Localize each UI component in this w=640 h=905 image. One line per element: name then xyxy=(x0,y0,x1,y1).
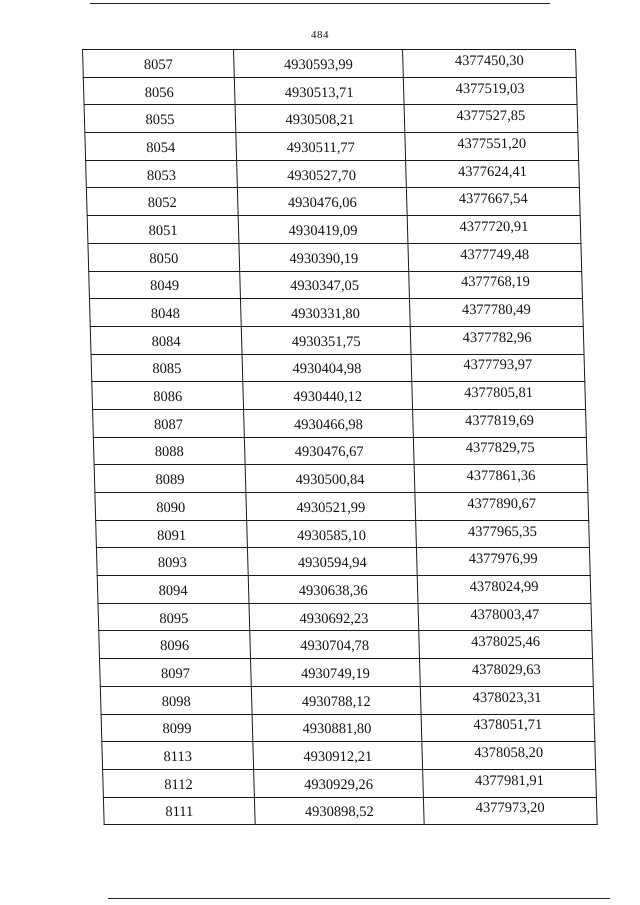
point-id-cell xyxy=(95,493,247,521)
cell-value: 4930912,21 xyxy=(303,749,373,766)
cell-value: 4377782,96 xyxy=(462,329,532,346)
table-row xyxy=(83,77,577,105)
cell-value: 8111 xyxy=(165,804,194,821)
cell-value: 8048 xyxy=(150,306,181,323)
cell-value: 8085 xyxy=(152,361,182,378)
bottom-rule xyxy=(108,898,610,899)
cell-value: 4377450,30 xyxy=(454,52,524,69)
table-row xyxy=(90,326,584,354)
cell-value: 4378024,99 xyxy=(469,578,539,595)
point-id-cell xyxy=(90,326,242,354)
table-row xyxy=(86,188,580,216)
table-row xyxy=(86,160,580,188)
cell-value: 4377965,35 xyxy=(467,523,538,540)
y-coordinate-cell xyxy=(403,77,577,105)
cell-value: 8099 xyxy=(162,721,192,738)
y-coordinate-cell xyxy=(412,382,586,410)
x-coordinate-cell xyxy=(234,50,404,78)
cell-value: 4930929,26 xyxy=(303,776,374,793)
point-id-cell xyxy=(89,299,241,327)
cell-value: 4930749,19 xyxy=(300,665,371,682)
point-id-cell xyxy=(86,160,238,188)
cell-value: 8051 xyxy=(148,222,178,239)
coordinates-table xyxy=(82,49,598,825)
cell-value: 4930585,10 xyxy=(296,527,367,544)
cell-value: 4378025,46 xyxy=(470,634,541,651)
point-id-cell xyxy=(100,659,252,687)
cell-value: 8091 xyxy=(156,527,187,544)
cell-value: 4930476,06 xyxy=(287,195,357,212)
point-id-cell xyxy=(93,437,245,465)
cell-value: 8086 xyxy=(152,389,183,406)
point-id-cell xyxy=(99,631,251,659)
table-row xyxy=(100,686,594,714)
cell-value: 8054 xyxy=(146,139,176,156)
y-coordinate-cell xyxy=(411,354,585,382)
x-coordinate-cell xyxy=(244,437,414,465)
cell-value: 4377749,48 xyxy=(460,246,530,263)
cell-value: 4377551,20 xyxy=(456,135,527,152)
point-id-cell xyxy=(96,548,248,576)
cell-value: 4377780,49 xyxy=(461,302,531,319)
table-row xyxy=(102,742,596,770)
cell-value: 4377981,91 xyxy=(474,772,545,789)
table-row xyxy=(98,603,592,631)
y-coordinate-cell xyxy=(413,437,587,465)
coordinates-table-wrapper xyxy=(82,49,594,825)
table-row xyxy=(100,659,594,687)
table-row xyxy=(83,50,577,78)
cell-value: 8112 xyxy=(164,776,194,793)
point-id-cell xyxy=(92,382,244,410)
x-coordinate-cell xyxy=(253,742,423,770)
table-row xyxy=(96,520,590,548)
y-coordinate-cell xyxy=(420,686,594,714)
y-coordinate-cell xyxy=(405,133,579,161)
cell-value: 4377976,99 xyxy=(468,551,538,568)
x-coordinate-cell xyxy=(235,105,405,133)
x-coordinate-cell xyxy=(240,271,410,299)
x-coordinate-cell xyxy=(246,493,416,521)
cell-value: 4930881,80 xyxy=(302,721,372,738)
y-coordinate-cell xyxy=(417,576,591,604)
y-coordinate-cell xyxy=(423,797,597,825)
cell-value: 4930898,52 xyxy=(304,804,374,821)
cell-value: 4378051,71 xyxy=(473,717,543,734)
y-coordinate-cell xyxy=(404,105,578,133)
point-id-cell xyxy=(87,216,239,244)
table-row xyxy=(89,271,583,299)
table-row xyxy=(91,354,585,382)
table-row xyxy=(103,769,597,797)
x-coordinate-cell xyxy=(249,603,419,631)
point-id-cell xyxy=(103,797,255,825)
x-coordinate-cell xyxy=(251,686,421,714)
cell-value: 8093 xyxy=(157,555,188,572)
cell-value: 4377829,75 xyxy=(465,440,535,457)
y-coordinate-cell xyxy=(407,216,581,244)
x-coordinate-cell xyxy=(245,465,415,493)
cell-value: 4378003,47 xyxy=(470,606,540,623)
x-coordinate-cell xyxy=(244,409,414,437)
y-coordinate-cell xyxy=(419,631,593,659)
point-id-cell xyxy=(89,271,241,299)
table-row xyxy=(92,382,586,410)
point-id-cell xyxy=(100,686,252,714)
cell-value: 8113 xyxy=(163,749,193,766)
point-id-cell xyxy=(96,520,248,548)
table-row xyxy=(85,133,579,161)
cell-value: 4377720,91 xyxy=(459,218,529,235)
cell-value: 8084 xyxy=(151,333,181,350)
y-coordinate-cell xyxy=(409,299,583,327)
cell-value: 8090 xyxy=(156,499,186,516)
point-id-cell xyxy=(83,50,235,78)
y-coordinate-cell xyxy=(415,493,589,521)
table-row xyxy=(93,437,587,465)
table-row xyxy=(87,216,581,244)
cell-value: 4930527,70 xyxy=(286,167,357,184)
x-coordinate-cell xyxy=(237,160,407,188)
cell-value: 8052 xyxy=(147,195,178,212)
cell-value: 8053 xyxy=(146,167,177,184)
y-coordinate-cell xyxy=(422,742,596,770)
point-id-cell xyxy=(84,105,236,133)
point-id-cell xyxy=(85,133,237,161)
y-coordinate-cell xyxy=(421,714,595,742)
cell-value: 8096 xyxy=(159,638,190,655)
x-coordinate-cell xyxy=(240,299,410,327)
x-coordinate-cell xyxy=(247,520,417,548)
cell-value: 8094 xyxy=(158,582,188,599)
cell-value: 4930351,75 xyxy=(291,333,361,350)
table-row xyxy=(96,548,590,576)
point-id-cell xyxy=(86,188,238,216)
point-id-cell xyxy=(93,409,245,437)
point-id-cell xyxy=(98,603,250,631)
table-row xyxy=(101,714,595,742)
x-coordinate-cell xyxy=(248,576,418,604)
cell-value: 4377973,20 xyxy=(475,800,545,817)
cell-value: 4377819,69 xyxy=(464,412,535,429)
table-row xyxy=(84,105,578,133)
x-coordinate-cell xyxy=(243,382,413,410)
cell-value: 4930513,71 xyxy=(284,84,354,101)
point-id-cell xyxy=(101,714,253,742)
x-coordinate-cell xyxy=(250,631,420,659)
cell-value: 4930331,80 xyxy=(290,306,361,323)
cell-value: 4930347,05 xyxy=(289,278,360,295)
x-coordinate-cell xyxy=(237,188,407,216)
cell-value: 4930390,19 xyxy=(289,250,359,267)
cell-value: 4930788,12 xyxy=(301,693,371,710)
cell-value: 8097 xyxy=(160,665,191,682)
point-id-cell xyxy=(83,77,235,105)
cell-value: 4377624,41 xyxy=(457,163,528,180)
table-row xyxy=(94,465,588,493)
x-coordinate-cell xyxy=(252,714,422,742)
cell-value: 4930419,09 xyxy=(288,222,358,239)
y-coordinate-cell xyxy=(410,326,584,354)
cell-value: 4377519,03 xyxy=(455,80,525,97)
cell-value: 4930593,99 xyxy=(283,56,354,73)
y-coordinate-cell xyxy=(414,465,588,493)
cell-value: 4930704,78 xyxy=(300,638,370,655)
cell-value: 4378058,20 xyxy=(474,745,544,762)
cell-value: 4377793,97 xyxy=(463,357,533,374)
x-coordinate-cell xyxy=(234,77,404,105)
y-coordinate-cell xyxy=(406,188,580,216)
y-coordinate-cell xyxy=(409,271,583,299)
cell-value: 4378029,63 xyxy=(471,661,542,678)
point-id-cell xyxy=(102,742,254,770)
cell-value: 8050 xyxy=(149,250,179,267)
cell-value: 8088 xyxy=(154,444,184,461)
cell-value: 4930692,23 xyxy=(299,610,369,627)
cell-value: 4930476,67 xyxy=(294,444,364,461)
cell-value: 4930500,84 xyxy=(295,472,365,489)
cell-value: 4377768,19 xyxy=(460,274,531,291)
cell-value: 8095 xyxy=(159,610,189,627)
table-row xyxy=(103,797,597,825)
point-id-cell xyxy=(103,769,255,797)
cell-value: 8055 xyxy=(145,112,175,129)
y-coordinate-cell xyxy=(416,520,590,548)
cell-value: 8049 xyxy=(149,278,180,295)
point-id-cell xyxy=(91,354,243,382)
table-row xyxy=(88,243,582,271)
x-coordinate-cell xyxy=(254,797,424,825)
top-rule xyxy=(90,3,550,4)
y-coordinate-cell xyxy=(416,548,590,576)
x-coordinate-cell xyxy=(242,354,412,382)
cell-value: 4930440,12 xyxy=(293,389,363,406)
x-coordinate-cell xyxy=(254,769,424,797)
cell-value: 4930404,98 xyxy=(292,361,362,378)
cell-value: 4930511,77 xyxy=(286,139,356,156)
cell-value: 8087 xyxy=(153,416,184,433)
cell-value: 8089 xyxy=(155,472,185,489)
point-id-cell xyxy=(97,576,249,604)
cell-value: 8056 xyxy=(144,84,174,101)
x-coordinate-cell xyxy=(236,133,406,161)
y-coordinate-cell xyxy=(403,50,577,78)
cell-value: 8098 xyxy=(161,693,191,710)
cell-value: 8057 xyxy=(143,56,174,73)
x-coordinate-cell xyxy=(241,326,411,354)
page-number: 484 xyxy=(311,29,329,41)
y-coordinate-cell xyxy=(408,243,582,271)
coordinates-table-body xyxy=(83,50,598,825)
cell-value: 4930594,94 xyxy=(297,555,368,572)
cell-value: 4378023,31 xyxy=(472,689,542,706)
point-id-cell xyxy=(94,465,246,493)
cell-value: 4377890,67 xyxy=(467,495,537,512)
y-coordinate-cell xyxy=(423,769,597,797)
y-coordinate-cell xyxy=(418,603,592,631)
x-coordinate-cell xyxy=(251,659,421,687)
cell-value: 4930521,99 xyxy=(296,499,366,516)
cell-value: 4377527,85 xyxy=(456,108,526,125)
x-coordinate-cell xyxy=(247,548,417,576)
cell-value: 4930508,21 xyxy=(285,112,355,129)
cell-value: 4377805,81 xyxy=(463,385,534,402)
x-coordinate-cell xyxy=(238,216,408,244)
cell-value: 4930466,98 xyxy=(293,416,364,433)
point-id-cell xyxy=(88,243,240,271)
y-coordinate-cell xyxy=(406,160,580,188)
table-row xyxy=(99,631,593,659)
table-row xyxy=(93,409,587,437)
y-coordinate-cell xyxy=(413,409,587,437)
cell-value: 4930638,36 xyxy=(298,582,368,599)
x-coordinate-cell xyxy=(239,243,409,271)
cell-value: 4377861,36 xyxy=(466,468,536,485)
cell-value: 4377667,54 xyxy=(458,191,528,208)
table-row xyxy=(95,493,589,521)
table-row xyxy=(89,299,583,327)
y-coordinate-cell xyxy=(420,659,594,687)
table-row xyxy=(97,576,591,604)
